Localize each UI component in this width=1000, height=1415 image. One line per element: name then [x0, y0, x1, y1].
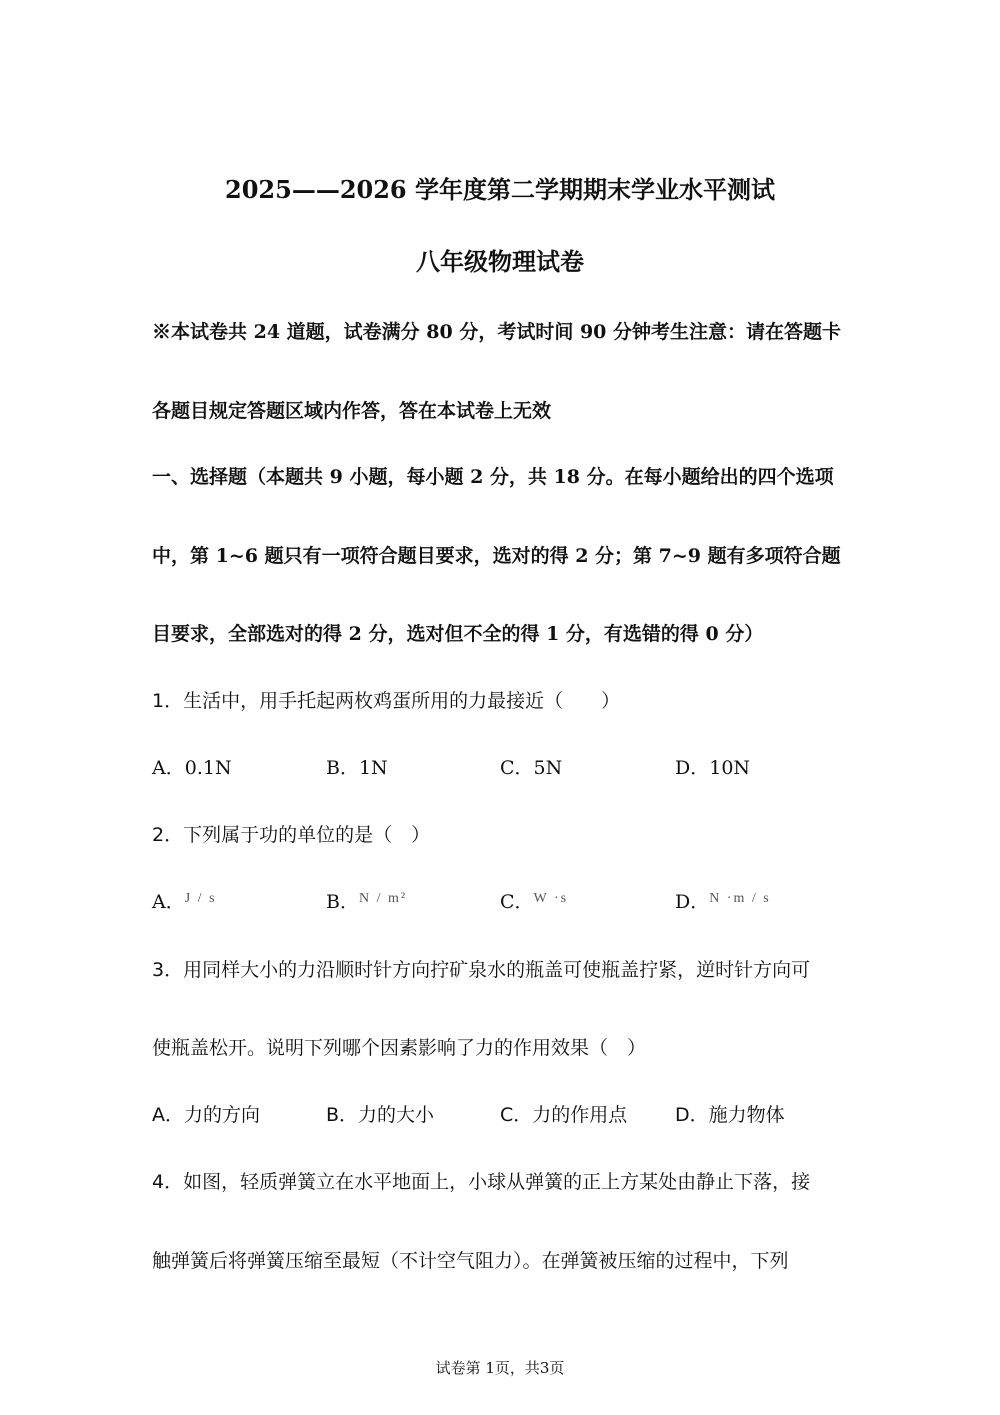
- question-2-option-a: A．$^{J / s}$: [152, 891, 217, 913]
- question-1-option-d: D．10N: [675, 757, 751, 779]
- question-2-option-c: C．$^{W \cdot s}$: [500, 891, 569, 913]
- question-1-option-a: A．0.1N: [152, 757, 232, 779]
- unit-formula: N ·m / s: [709, 891, 771, 906]
- notice-line-2: 各题目规定答题区域内作答，答在本试卷上无效: [152, 400, 552, 422]
- unit-formula: J / s: [184, 891, 217, 906]
- question-3-option-a: A．力的方向: [152, 1104, 261, 1126]
- question-2-stem: 2．下列属于功的单位的是（ ）: [152, 824, 431, 846]
- question-3-option-b: B．力的大小: [326, 1104, 435, 1126]
- section-heading-line-1: 一、选择题（本题共 9 小题，每小题 2 分，共 18 分。在每小题给出的四个选项: [152, 466, 834, 488]
- question-3-option-d: D．施力物体: [675, 1104, 785, 1126]
- question-3-stem-line-1: 3．用同样大小的力沿顺时针方向拧矿泉水的瓶盖可使瓶盖拧紧，逆时针方向可: [152, 959, 811, 981]
- page-footer: 试卷第 1页，共3页: [435, 1359, 565, 1377]
- question-4-stem-line-2: 触弹簧后将弹簧压缩至最短（不计空气阻力）。在弹簧被压缩的过程中，下列: [152, 1250, 789, 1272]
- question-2-option-b: B．$^{N / m^2}$: [326, 891, 408, 913]
- exam-title: 2025——2026 学年度第二学期期末学业水平测试: [225, 175, 775, 204]
- unit-formula: W ·s: [533, 891, 569, 906]
- question-1-option-b: B．1N: [326, 757, 388, 779]
- exam-subtitle: 八年级物理试卷: [416, 247, 584, 276]
- section-heading-line-3: 目要求，全部选对的得 2 分，选对但不全的得 1 分，有选错的得 0 分）: [152, 623, 764, 645]
- notice-line-1: ※本试卷共 24 道题，试卷满分 80 分，考试时间 90 分钟考生注意：请在答题卡: [152, 321, 842, 343]
- question-2-option-d: D．$^{N \cdot m / s}$: [675, 891, 771, 913]
- question-1-option-c: C．5N: [500, 757, 563, 779]
- section-heading-line-2: 中，第 1~6 题只有一项符合题目要求，选对的得 2 分；第 7~9 题有多项符合题: [152, 545, 841, 567]
- question-1-stem: 1．生活中，用手托起两枚鸡蛋所用的力最接近（ ）: [152, 690, 621, 712]
- question-3-stem-line-2: 使瓶盖松开。说明下列哪个因素影响了力的作用效果（ ）: [152, 1037, 647, 1059]
- question-3-option-c: C．力的作用点: [500, 1104, 628, 1126]
- question-4-stem-line-1: 4．如图，轻质弹簧立在水平地面上，小球从弹簧的正上方某处由静止下落，接: [152, 1171, 811, 1193]
- unit-formula: N / m²: [358, 891, 408, 906]
